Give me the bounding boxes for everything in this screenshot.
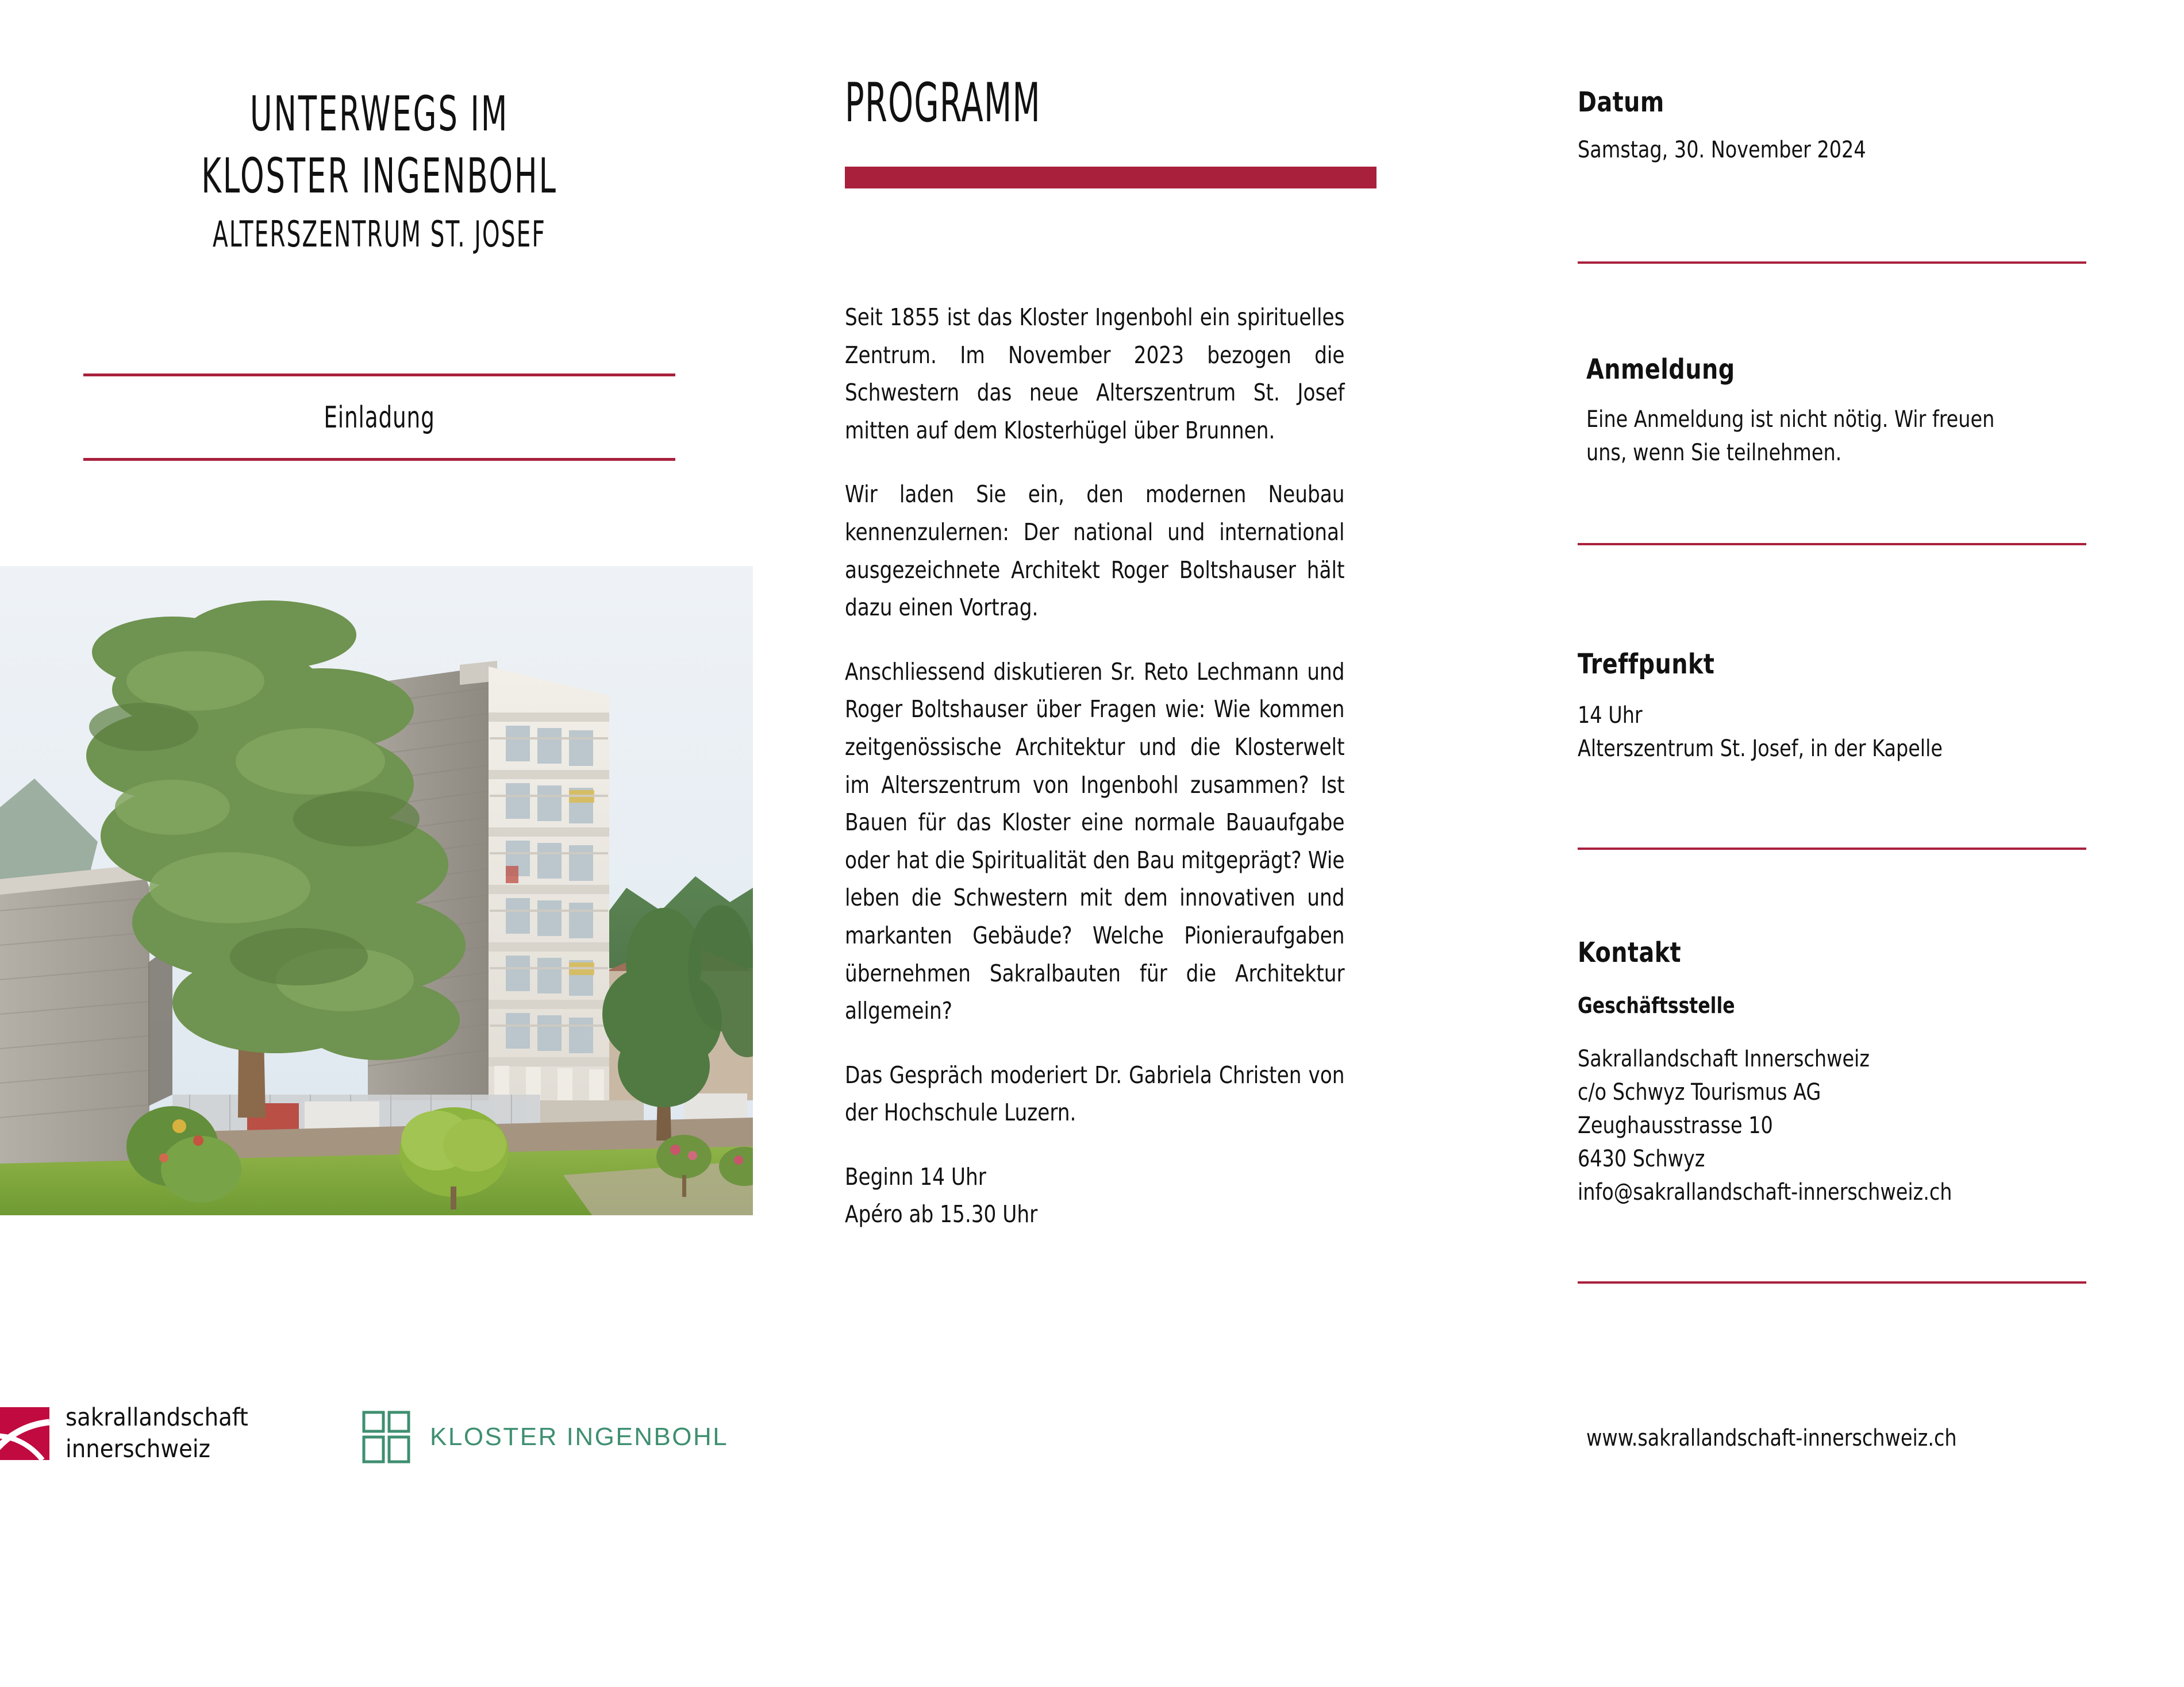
page-subtitle: ALTERSZENTRUM ST. JOSEF — [213, 213, 546, 256]
invitation-block — [83, 373, 675, 461]
section-kontakt — [1578, 937, 2112, 1209]
invitation-label: Einladung — [324, 400, 435, 435]
sakrallandschaft-logo-line1: sakrallandschaft — [66, 1403, 248, 1432]
programme-paragraph-4: Das Gespräch moderiert Dr. Gabriela Christen von der Hochschule Luzern. — [845, 1061, 1345, 1127]
photo-graphic — [0, 566, 753, 1215]
treffpunkt-time: 14 Uhr — [1578, 702, 1643, 729]
treffpunkt-location: Alterszentrum St. Josef, in der Kapelle — [1578, 735, 1943, 762]
kontakt-heading: Kontakt — [1578, 937, 1682, 969]
programme-schedule-apero: Apéro ab 15.30 Uhr — [845, 1200, 1038, 1228]
programme-accent-bar — [845, 167, 1376, 188]
section-treffpunkt — [1578, 648, 2112, 765]
datum-heading: Datum — [1578, 86, 1664, 118]
anmeldung-heading: Anmeldung — [1586, 353, 1735, 386]
programme-schedule-start: Beginn 14 Uhr — [845, 1162, 986, 1191]
kontakt-org: Sakrallandschaft Innerschweiz — [1578, 1046, 1870, 1072]
website-url[interactable]: www.sakrallandschaft-innerschweiz.ch — [1586, 1425, 1957, 1451]
kontakt-city: 6430 Schwyz — [1578, 1146, 1705, 1172]
sakrallandschaft-logo-line2: innerschweiz — [66, 1435, 210, 1464]
section-anmeldung — [1586, 353, 2121, 469]
building-photo — [0, 566, 753, 1215]
kloster-logo-text: KLOSTER INGENBOHL — [430, 1423, 729, 1451]
page-title-line-2: KLOSTER INGENBOHL — [201, 147, 557, 204]
programme-heading: PROGRAMM — [845, 72, 1041, 134]
divider-bottom — [83, 458, 675, 461]
kloster-ingenbohl-logo — [362, 1411, 728, 1463]
programme-body — [845, 299, 1345, 1234]
sakrallandschaft-icon-graphic — [0, 1405, 49, 1462]
programme-paragraph-1: Seit 1855 ist das Kloster Ingenbohl ein spirituelles Zentrum. Im November 2023 bezogen die Schwestern das neue Alterszentrum St. Josef mitten auf dem Klosterhügel über Brunnen. — [845, 303, 1345, 444]
kontakt-email[interactable]: info@sakrallandschaft-innerschweiz.ch — [1578, 1179, 1952, 1205]
section-datum — [1578, 86, 2112, 167]
programme-paragraph-3: Anschliessend diskutieren Sr. Reto Lechmann und Roger Boltshauser über Fragen wie: Wie kommen zeitgenössische Architektur und die Klosterwelt im Alterszentrum von Ingenbohl zusammen? Ist Bauen für das Kloster eine normale Bauaufgabe oder hat die Spiritualität den Bau mitgeprägt? Wie leben die Schwestern mit dem innovativen und markanten Gebäude? Welche Pionieraufgaben übernehmen Sakralbauten für die Architektur allgemein? — [845, 657, 1345, 1025]
page-title-line-1: UNTERWEGS IM — [249, 86, 509, 142]
datum-value: Samstag, 30. November 2024 — [1578, 137, 1866, 163]
kloster-window-icon — [362, 1411, 415, 1463]
kloster-icon-graphic — [362, 1411, 415, 1463]
treffpunkt-heading: Treffpunkt — [1578, 648, 1715, 680]
anmeldung-value: Eine Anmeldung ist nicht nötig. Wir freuen uns, wenn Sie teilnehmen. — [1586, 406, 1995, 466]
divider-after-treffpunkt — [1578, 848, 2086, 850]
kontakt-care-of: c/o Schwyz Tourismus AG — [1578, 1079, 1821, 1106]
left-column — [0, 0, 759, 1687]
divider-after-anmeldung — [1578, 543, 2086, 545]
programme-paragraph-2: Wir laden Sie ein, den modernen Neubau kennenzulernen: Der national und international ausgezeichnete Architekt Roger Boltshauser hält dazu einen Vortrag. — [845, 480, 1345, 622]
sakrallandschaft-logo — [0, 1402, 248, 1465]
programme-column — [845, 0, 1385, 1687]
sakrallandschaft-mark-icon — [0, 1405, 49, 1462]
divider-after-datum — [1578, 261, 2086, 264]
title-block — [34, 83, 724, 259]
kontakt-subheading: Geschäftsstelle — [1578, 993, 1735, 1018]
divider-after-kontakt — [1578, 1281, 2086, 1284]
sakrallandschaft-logo-text — [66, 1402, 248, 1465]
kontakt-street: Zeughausstrasse 10 — [1578, 1112, 1773, 1139]
